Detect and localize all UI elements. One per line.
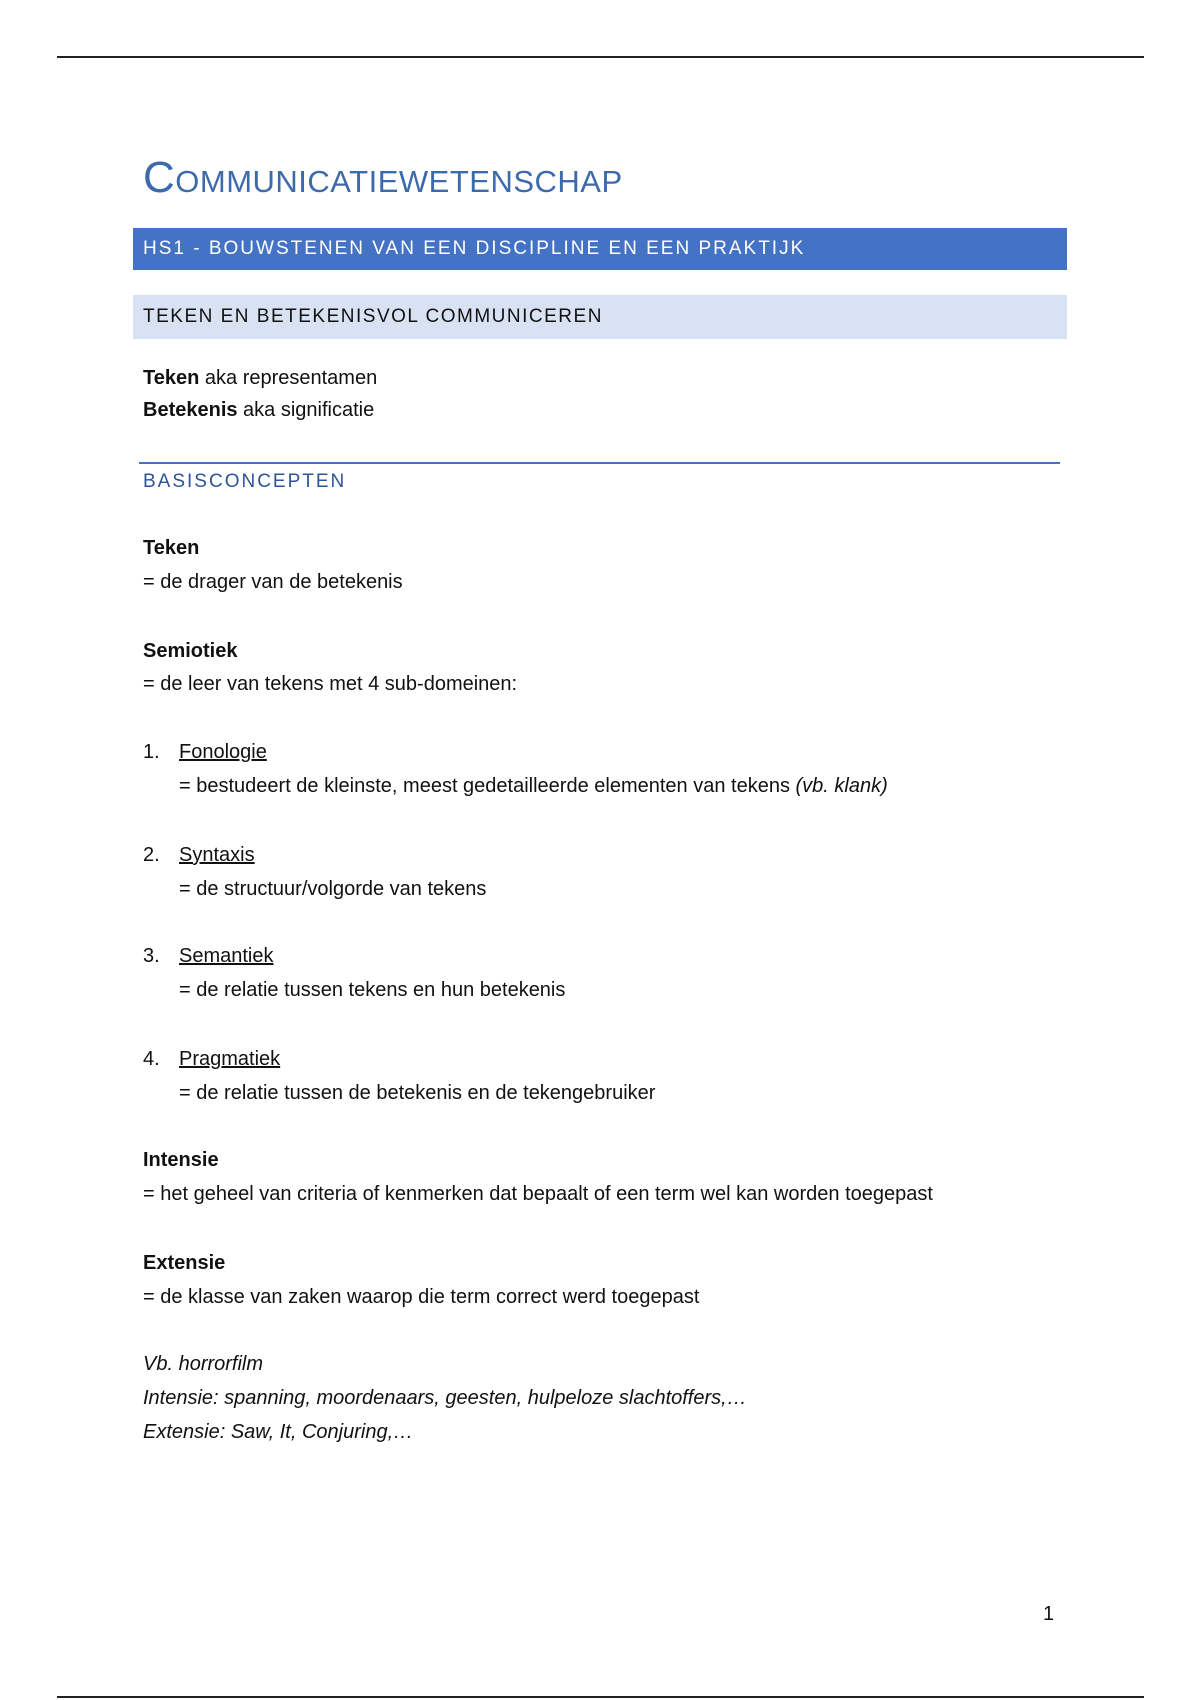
subsection-rule xyxy=(139,462,1060,464)
term-teken: Teken xyxy=(143,537,200,559)
subdomain-name-pragmatiek: Pragmatiek xyxy=(179,1048,281,1070)
page-number: 1 xyxy=(1043,1603,1055,1625)
definition-semiotiek: = de leer van tekens met 4 sub-domeinen: xyxy=(143,673,518,695)
subdomain-def-semantiek: = de relatie tussen tekens en hun betekenis xyxy=(179,979,566,1001)
list-number: 4. xyxy=(143,1048,160,1070)
example-intensie: Intensie: spanning, moordenaars, geesten, hulpeloze slachtoffers,… xyxy=(143,1387,747,1409)
intro-line-teken: Teken aka representamen xyxy=(143,367,378,389)
document-title: Communicatiewetenschap xyxy=(143,153,623,202)
definition-intensie: = het geheel van criteria of kenmerken dat bepaalt of een term wel kan worden toegepast xyxy=(143,1183,933,1205)
definition-extensie: = de klasse van zaken waarop die term correct werd toegepast xyxy=(143,1286,700,1308)
section-heading: TEKEN EN BETEKENISVOL COMMUNICEREN xyxy=(133,295,1067,339)
subdomain-def-syntaxis: = de structuur/volgorde van tekens xyxy=(179,878,487,900)
list-number: 2. xyxy=(143,844,160,866)
term-extensie: Extensie xyxy=(143,1252,226,1274)
example-extensie: Extensie: Saw, It, Conjuring,… xyxy=(143,1421,414,1443)
subdomain-def-fonologie: = bestudeert de kleinste, meest gedetailleerde elementen van tekens (vb. klank) xyxy=(179,775,888,797)
example-heading: Vb. horrorfilm xyxy=(143,1353,264,1375)
list-number: 3. xyxy=(143,945,160,967)
top-rule xyxy=(57,56,1144,58)
list-number: 1. xyxy=(143,741,160,763)
subdomain-name-semantiek: Semantiek xyxy=(179,945,274,967)
term-intensie: Intensie xyxy=(143,1149,219,1171)
bottom-rule xyxy=(57,1696,1144,1698)
subdomain-name-syntaxis: Syntaxis xyxy=(179,844,255,866)
definition-teken: = de drager van de betekenis xyxy=(143,571,403,593)
subdomain-name-fonologie: Fonologie xyxy=(179,741,267,763)
subsection-heading: BASISCONCEPTEN xyxy=(143,471,347,492)
intro-line-betekenis: Betekenis aka significatie xyxy=(143,399,375,421)
subdomain-def-pragmatiek: = de relatie tussen de betekenis en de tekengebruiker xyxy=(179,1082,656,1104)
term-semiotiek: Semiotiek xyxy=(143,640,238,662)
chapter-heading: HS1 - BOUWSTENEN VAN EEN DISCIPLINE EN EEN PRAKTIJK xyxy=(133,228,1067,270)
